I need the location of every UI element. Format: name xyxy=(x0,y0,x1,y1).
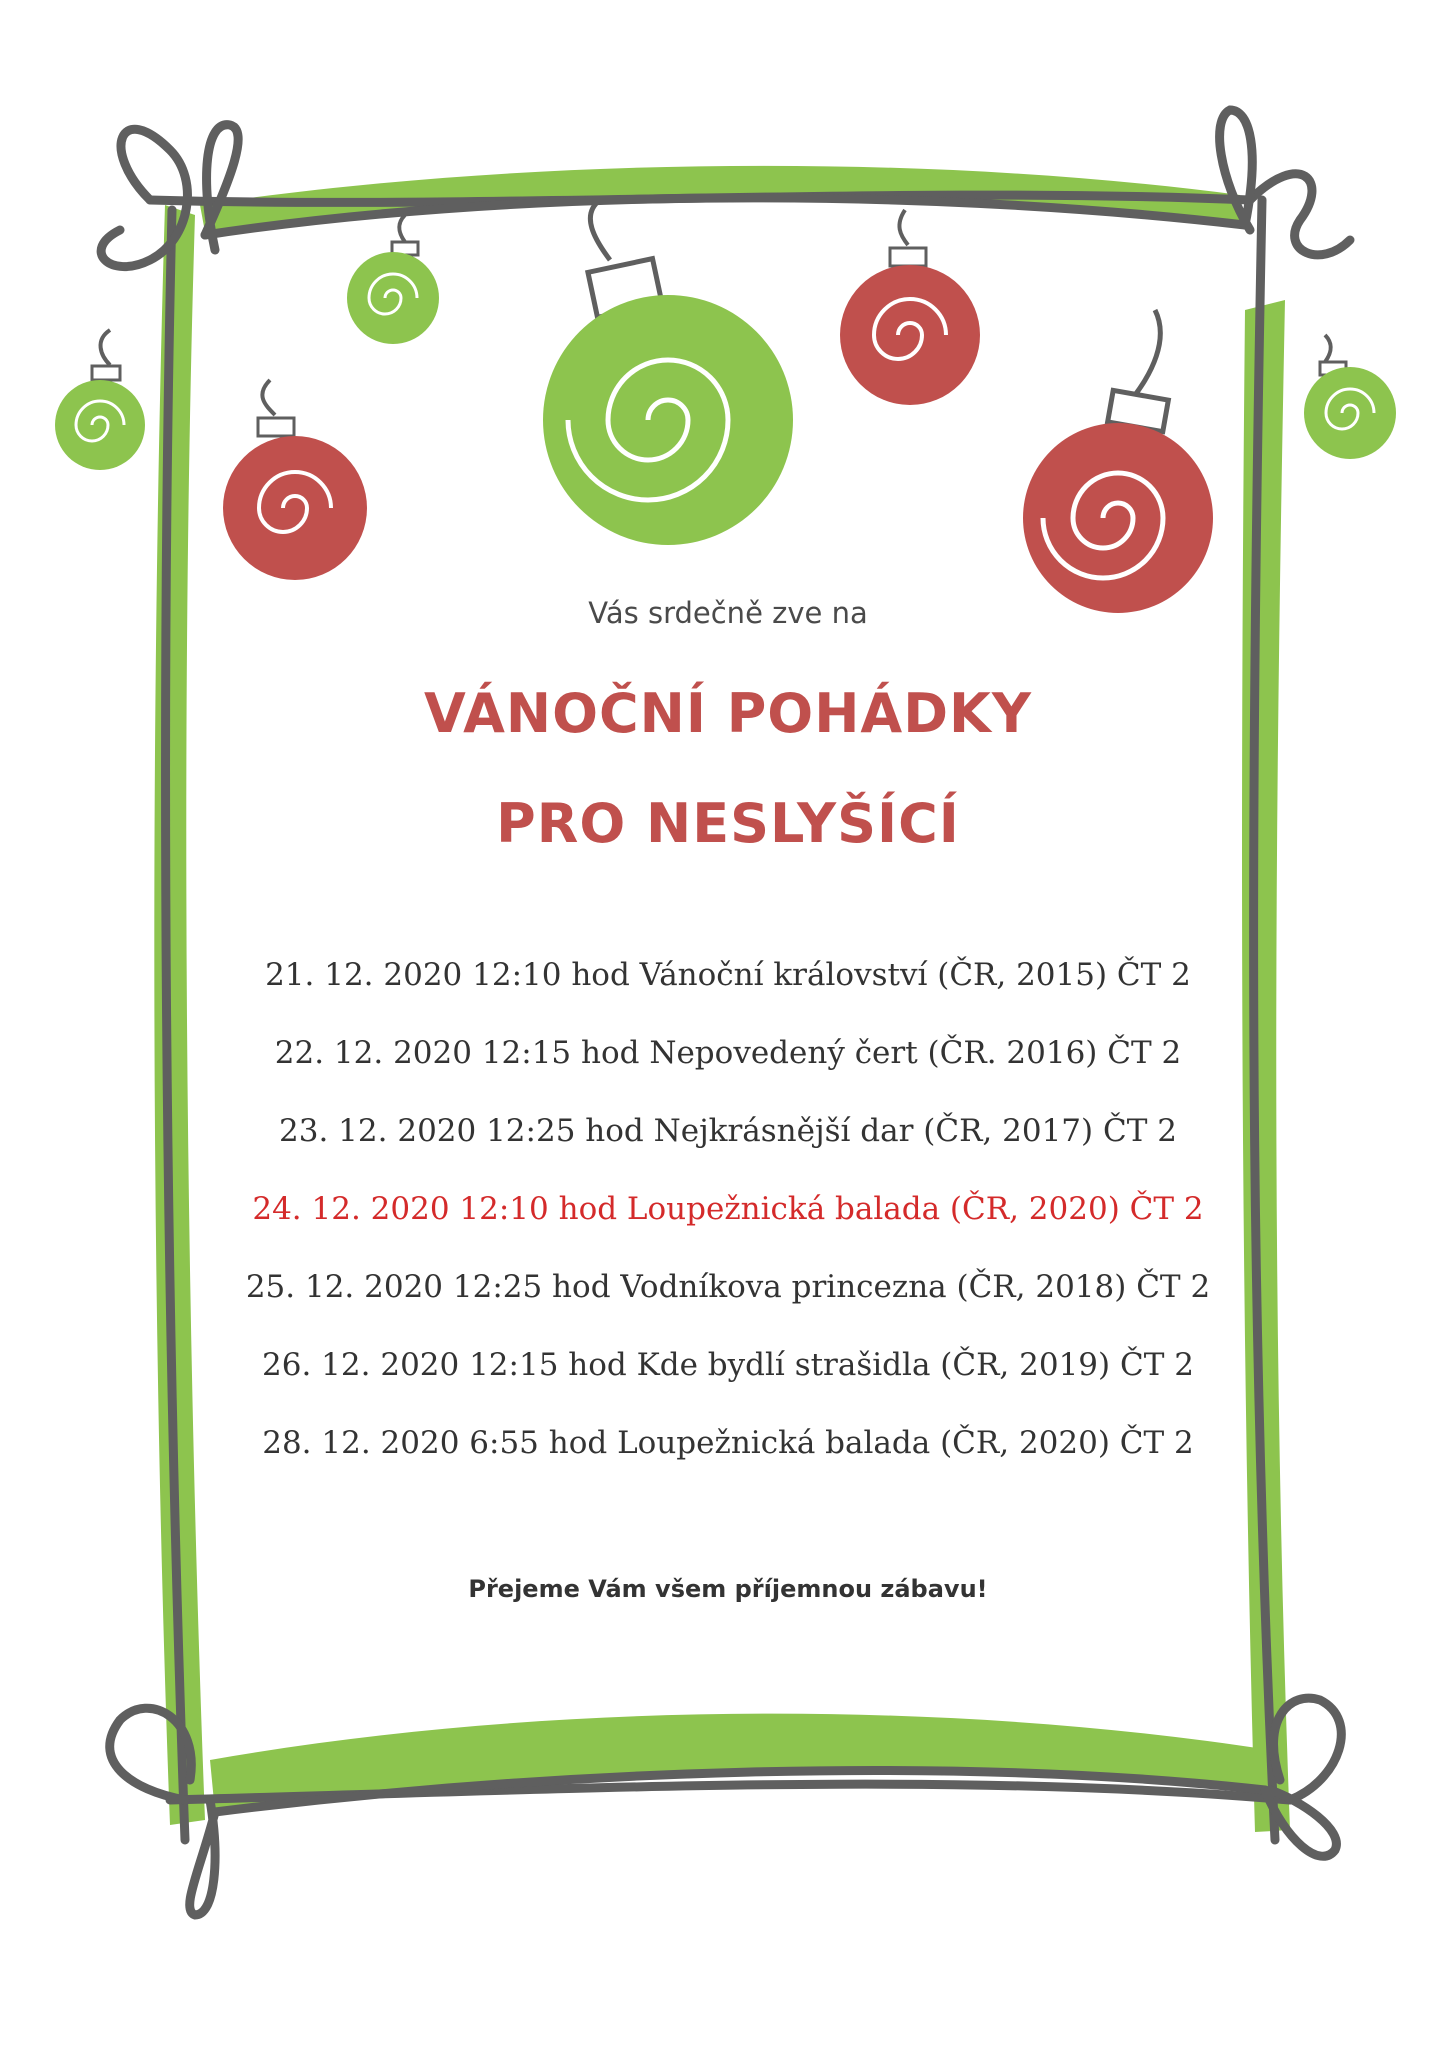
invitation-title-line-2: PRO NESLYŠÍCÍ xyxy=(496,792,960,855)
schedule-item: 25. 12. 2020 12:25 hod Vodníkova princezna (ČR, 2018) ČT 2 xyxy=(245,1269,1211,1305)
schedule-item: 23. 12. 2020 12:25 hod Nejkrásnější dar (ČR, 2017) ČT 2 xyxy=(279,1113,1177,1149)
schedule-item: 26. 12. 2020 12:15 hod Kde bydlí strašidla (ČR, 2019) ČT 2 xyxy=(262,1347,1194,1383)
schedule-item: 22. 12. 2020 12:15 hod Nepovedený čert (ČR. 2016) ČT 2 xyxy=(274,1035,1182,1071)
broadcast-schedule xyxy=(0,950,1456,1496)
schedule-item: 21. 12. 2020 12:10 hod Vánoční království (ČR, 2015) ČT 2 xyxy=(265,957,1191,993)
closing-wish: Přejeme Vám všem příjemnou zábavu! xyxy=(468,1575,988,1603)
schedule-item-highlighted: 24. 12. 2020 12:10 hod Loupežnická balada (ČR, 2020) ČT 2 xyxy=(252,1191,1204,1227)
schedule-item: 28. 12. 2020 6:55 hod Loupežnická balada (ČR, 2020) ČT 2 xyxy=(262,1425,1194,1461)
invitation-intro: Vás srdečně zve na xyxy=(588,596,868,630)
invitation-title-line-1: VÁNOČNÍ POHÁDKY xyxy=(424,682,1032,745)
